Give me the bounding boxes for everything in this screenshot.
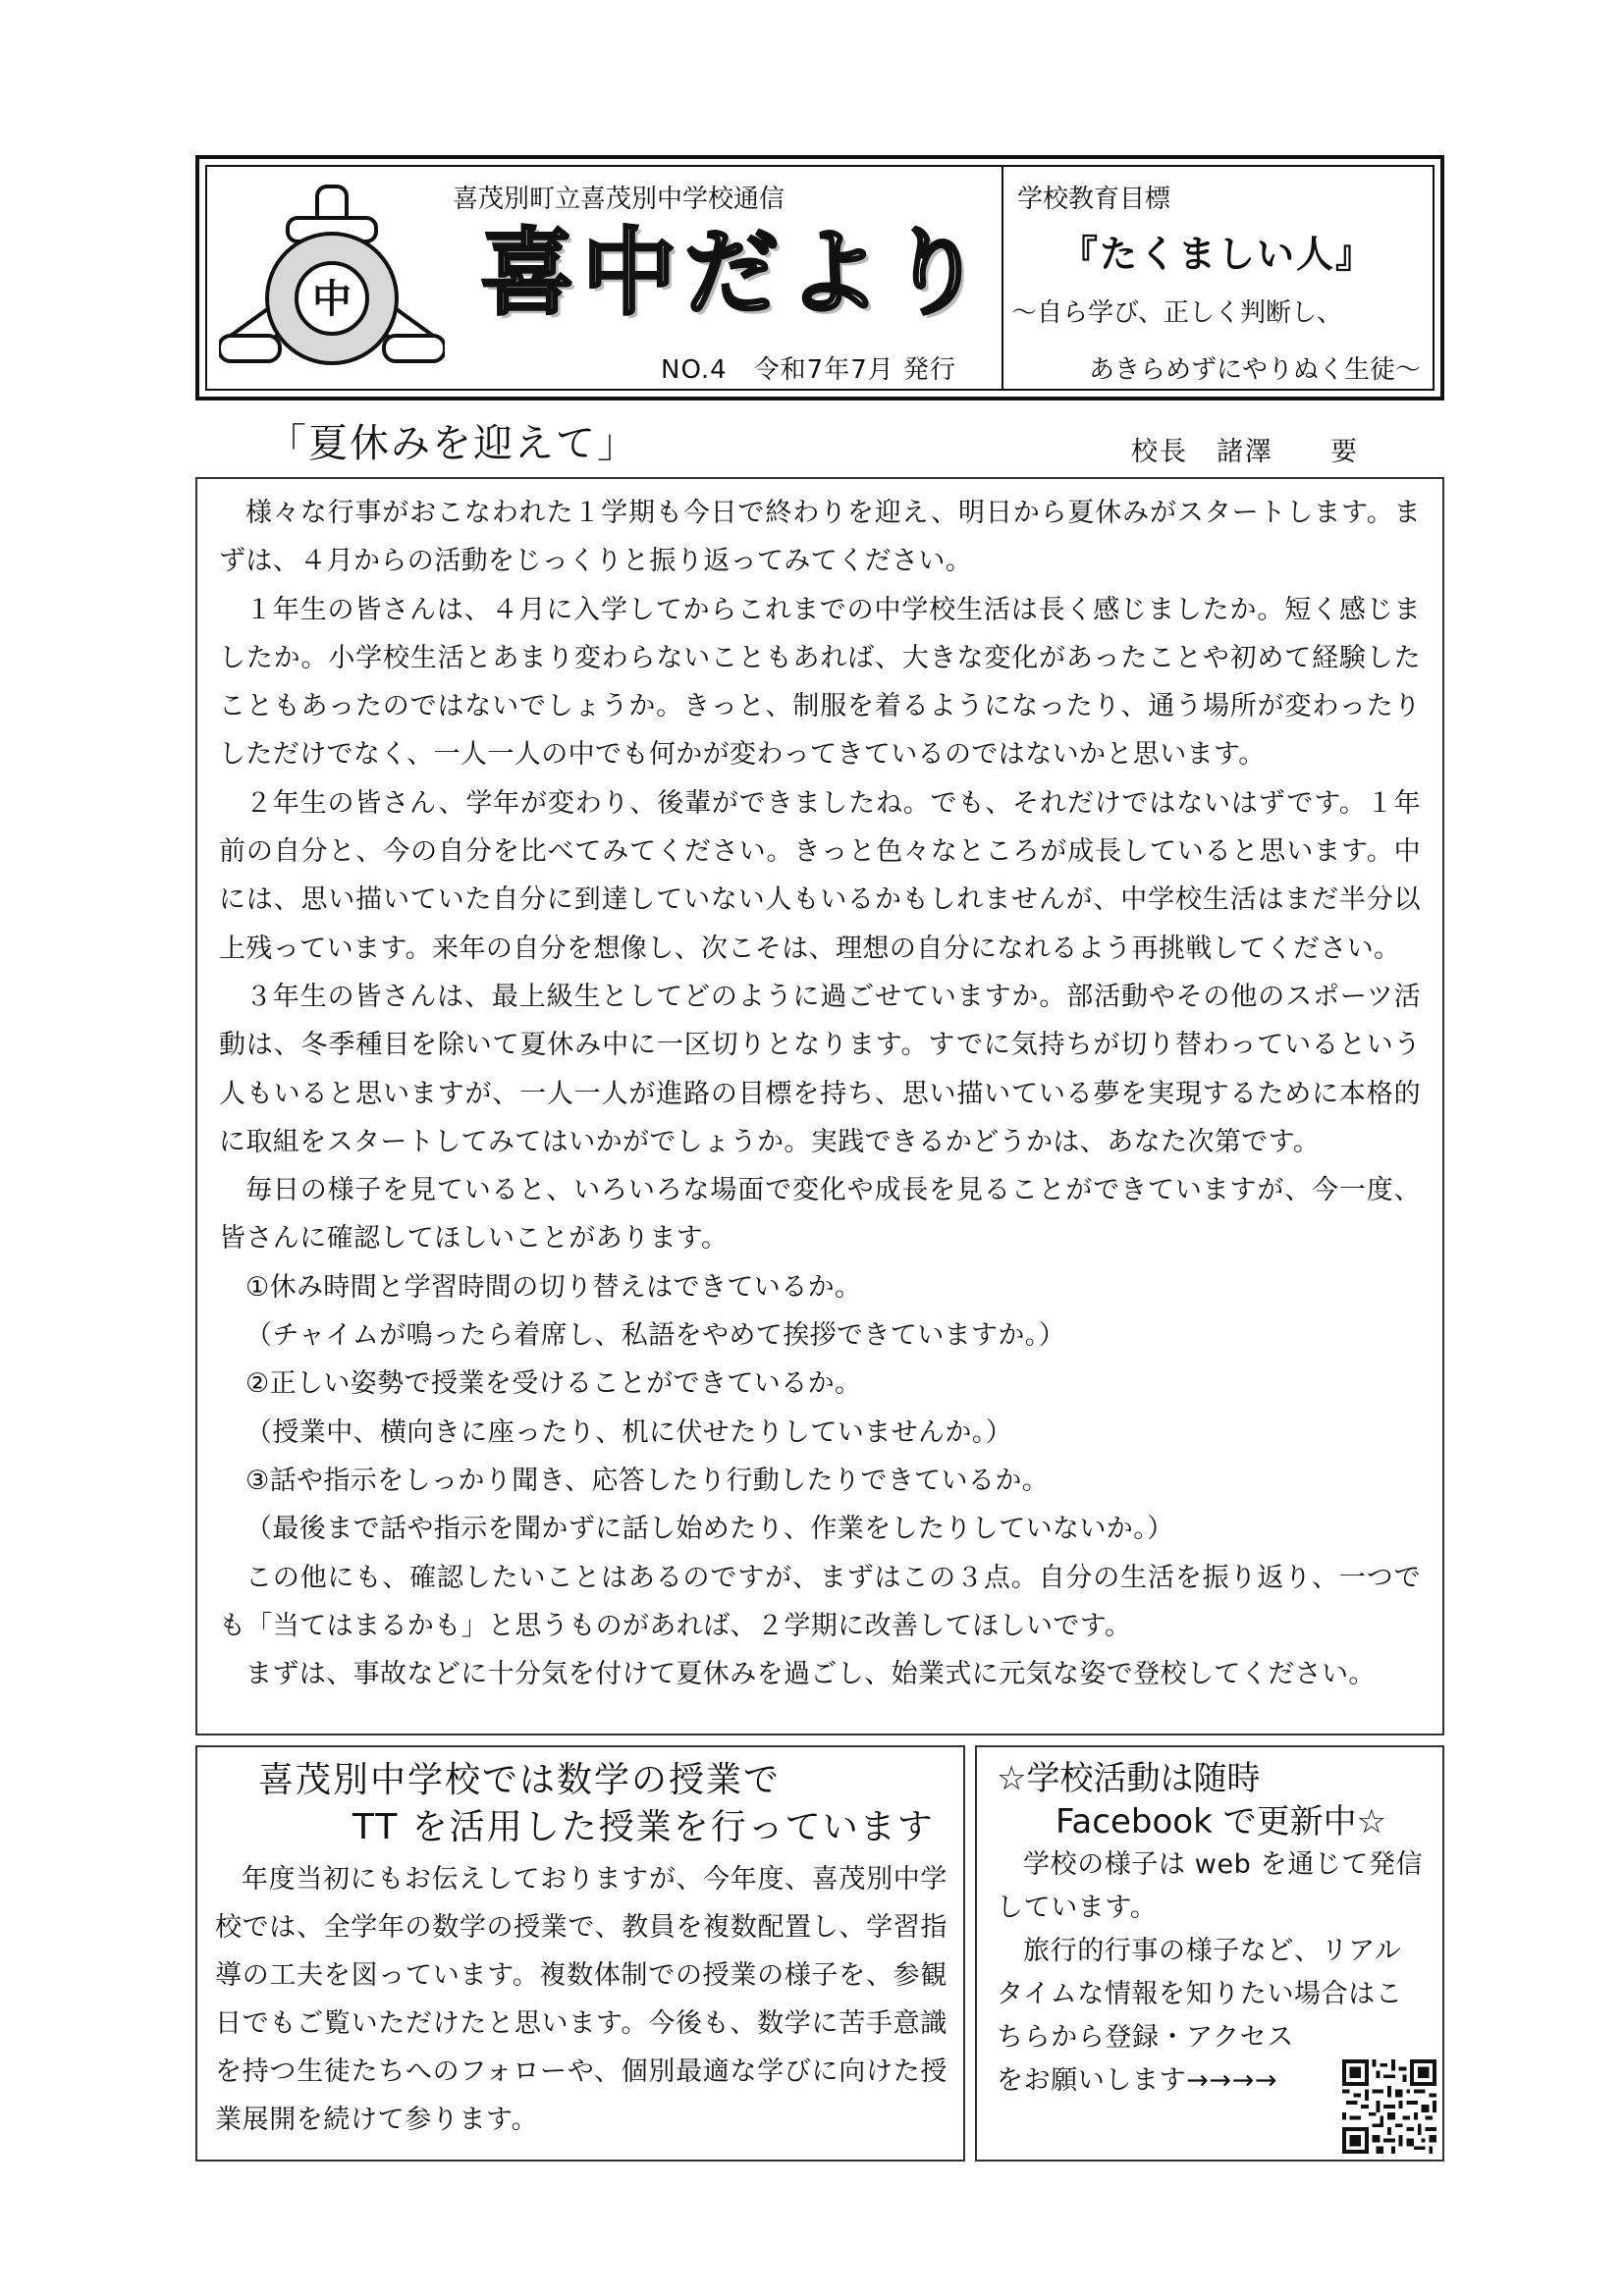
goal-description-line2: あきらめずにやりぬく生徒〜 bbox=[1088, 355, 1421, 385]
facebook-heading-line1: ☆学校活動は随時 bbox=[997, 1759, 1261, 1798]
masthead-frame bbox=[205, 165, 1435, 391]
article-paragraph: この他にも、確認したいことはあるのですが、まずはこの３点。自分の生活を振り返り、一つでも「当てはまるかも」と思うものがあれば、２学期に改善してほしいです。 bbox=[219, 1562, 1421, 1641]
article-paragraph: ３年生の皆さんは、最上級生としてどのように過ごせていますか。部活動やその他のスポーツ活動は、冬季種目を除いて夏休み中に一区切りとなります。すでに気持ちが切り替わっているという人もいると思いますが、一人一人が進路の目標を持ち、思い描いている夢を実現するために本格的に取組をスタートしてみてはいかがでしょうか。実践できるかどうかは、あなた次第です。 bbox=[219, 981, 1421, 1157]
article-paragraph: 毎日の様子を見ていると、いろいろな場面で変化や成長を見ることができていますが、今一度、皆さんに確認してほしいことがあります。 bbox=[219, 1175, 1421, 1255]
school-emblem-icon bbox=[219, 179, 445, 385]
masthead bbox=[195, 155, 1444, 400]
checklist-point: ①休み時間と学習時間の切り替えはできているか。 bbox=[245, 1271, 862, 1303]
issue-info: NO.4 令和7年7月 発行 bbox=[661, 355, 957, 385]
newsletter-title: 喜中だより bbox=[480, 217, 991, 328]
math-heading-line1: 喜茂別中学校では数学の授業で bbox=[258, 1760, 782, 1800]
checklist-detail: （チャイムが鳴ったら着席し、私語をやめて挨拶できていますか。） bbox=[245, 1320, 1066, 1352]
checklist-point: ③話や指示をしっかり聞き、応答したり行動したりできているか。 bbox=[245, 1465, 1050, 1496]
facebook-body-text: 旅行的行事の様子など、リアルタイムな情報を知りたい場合はこちらから登録・アクセス bbox=[997, 1936, 1403, 2053]
qr-code-icon[interactable] bbox=[1342, 2059, 1436, 2154]
math-body-text: 年度当初にもお伝えしておりますが、今年度、喜茂別中学校では、全学年の数学の授業で、教員を複数配置し、学習指導の工夫を図っています。複数体制での授業の様子を、参観日でもご覧いただけたと思います。今後も、数学に苦手意識を持つ生徒たちへのフォローや、個別最適な学びに向けた授業展開を続けて参ります。 bbox=[215, 1864, 947, 2135]
svg-text:中: 中 bbox=[312, 277, 352, 322]
math-heading-line2: TT を活用した授業を行っています bbox=[352, 1807, 935, 1847]
school-goal-area bbox=[1001, 167, 1433, 389]
article-paragraph: まずは、事故などに十分気を付けて夏休みを過ごし、始業式に元気な姿で登校してください。 bbox=[245, 1659, 1376, 1690]
facebook-heading-line2: Facebook で更新中☆ bbox=[1056, 1802, 1387, 1842]
math-tt-notice-box bbox=[195, 1745, 965, 2162]
checklist-detail: （最後まで話や指示を聞かずに話し始めたり、作業をしたりしていないか。） bbox=[245, 1514, 1174, 1545]
goal-title: 『たくましい人』 bbox=[1060, 233, 1376, 276]
checklist-detail: （授業中、横向きに座ったり、机に伏せたりしていませんか。） bbox=[245, 1416, 1013, 1448]
facebook-notice-box bbox=[975, 1745, 1444, 2162]
article-title: 「夏休みを迎えて」 bbox=[267, 421, 638, 466]
article-paragraph: ２年生の皆さん、学年が変わり、後輩ができましたね。でも、それだけではないはずです。１年前の自分と、今の自分を比べてみてください。きっと色々なところが成長していると思います。中には、思い描いていた自分に到達していない人もいるかもしれませんが、中学校生活はまだ半分以上残っています。来年の自分を想像し、次こそは、理想の自分になれるよう再挑戦してください。 bbox=[219, 787, 1421, 964]
article-author: 校長 諸澤 要 bbox=[1131, 437, 1359, 467]
facebook-body-text: をお願いします→→→→ bbox=[997, 2065, 1278, 2096]
school-name: 喜茂別町立喜茂別中学校通信 bbox=[453, 185, 785, 214]
masthead-title-area bbox=[207, 167, 1003, 389]
goal-label: 学校教育目標 bbox=[1017, 185, 1171, 214]
facebook-body-text: 学校の様子は web を通じて発信しています。 bbox=[997, 1849, 1424, 1923]
principal-message-box bbox=[195, 477, 1444, 1735]
article-paragraph: 様々な行事がおこなわれた１学期も今日で終わりを迎え、明日から夏休みがスタートします。まずは、４月からの活動をじっくりと振り返ってみてください。 bbox=[219, 498, 1421, 577]
goal-description-line1: 〜自ら学び、正しく判断し、 bbox=[1011, 298, 1342, 328]
article-paragraph: １年生の皆さんは、４月に入学してからこれまでの中学校生活は長く感じましたか。短く感じましたか。小学校生活とあまり変わらないこともあれば、大きな変化があったことや初めて経験したこともあったのではないでしょうか。きっと、制服を着るようになったり、通う場所が変わったりしただけでなく、一人一人の中でも何かが変わってきているのではないかと思います。 bbox=[219, 594, 1421, 771]
checklist-point: ②正しい姿勢で授業を受けることができているか。 bbox=[245, 1368, 862, 1400]
